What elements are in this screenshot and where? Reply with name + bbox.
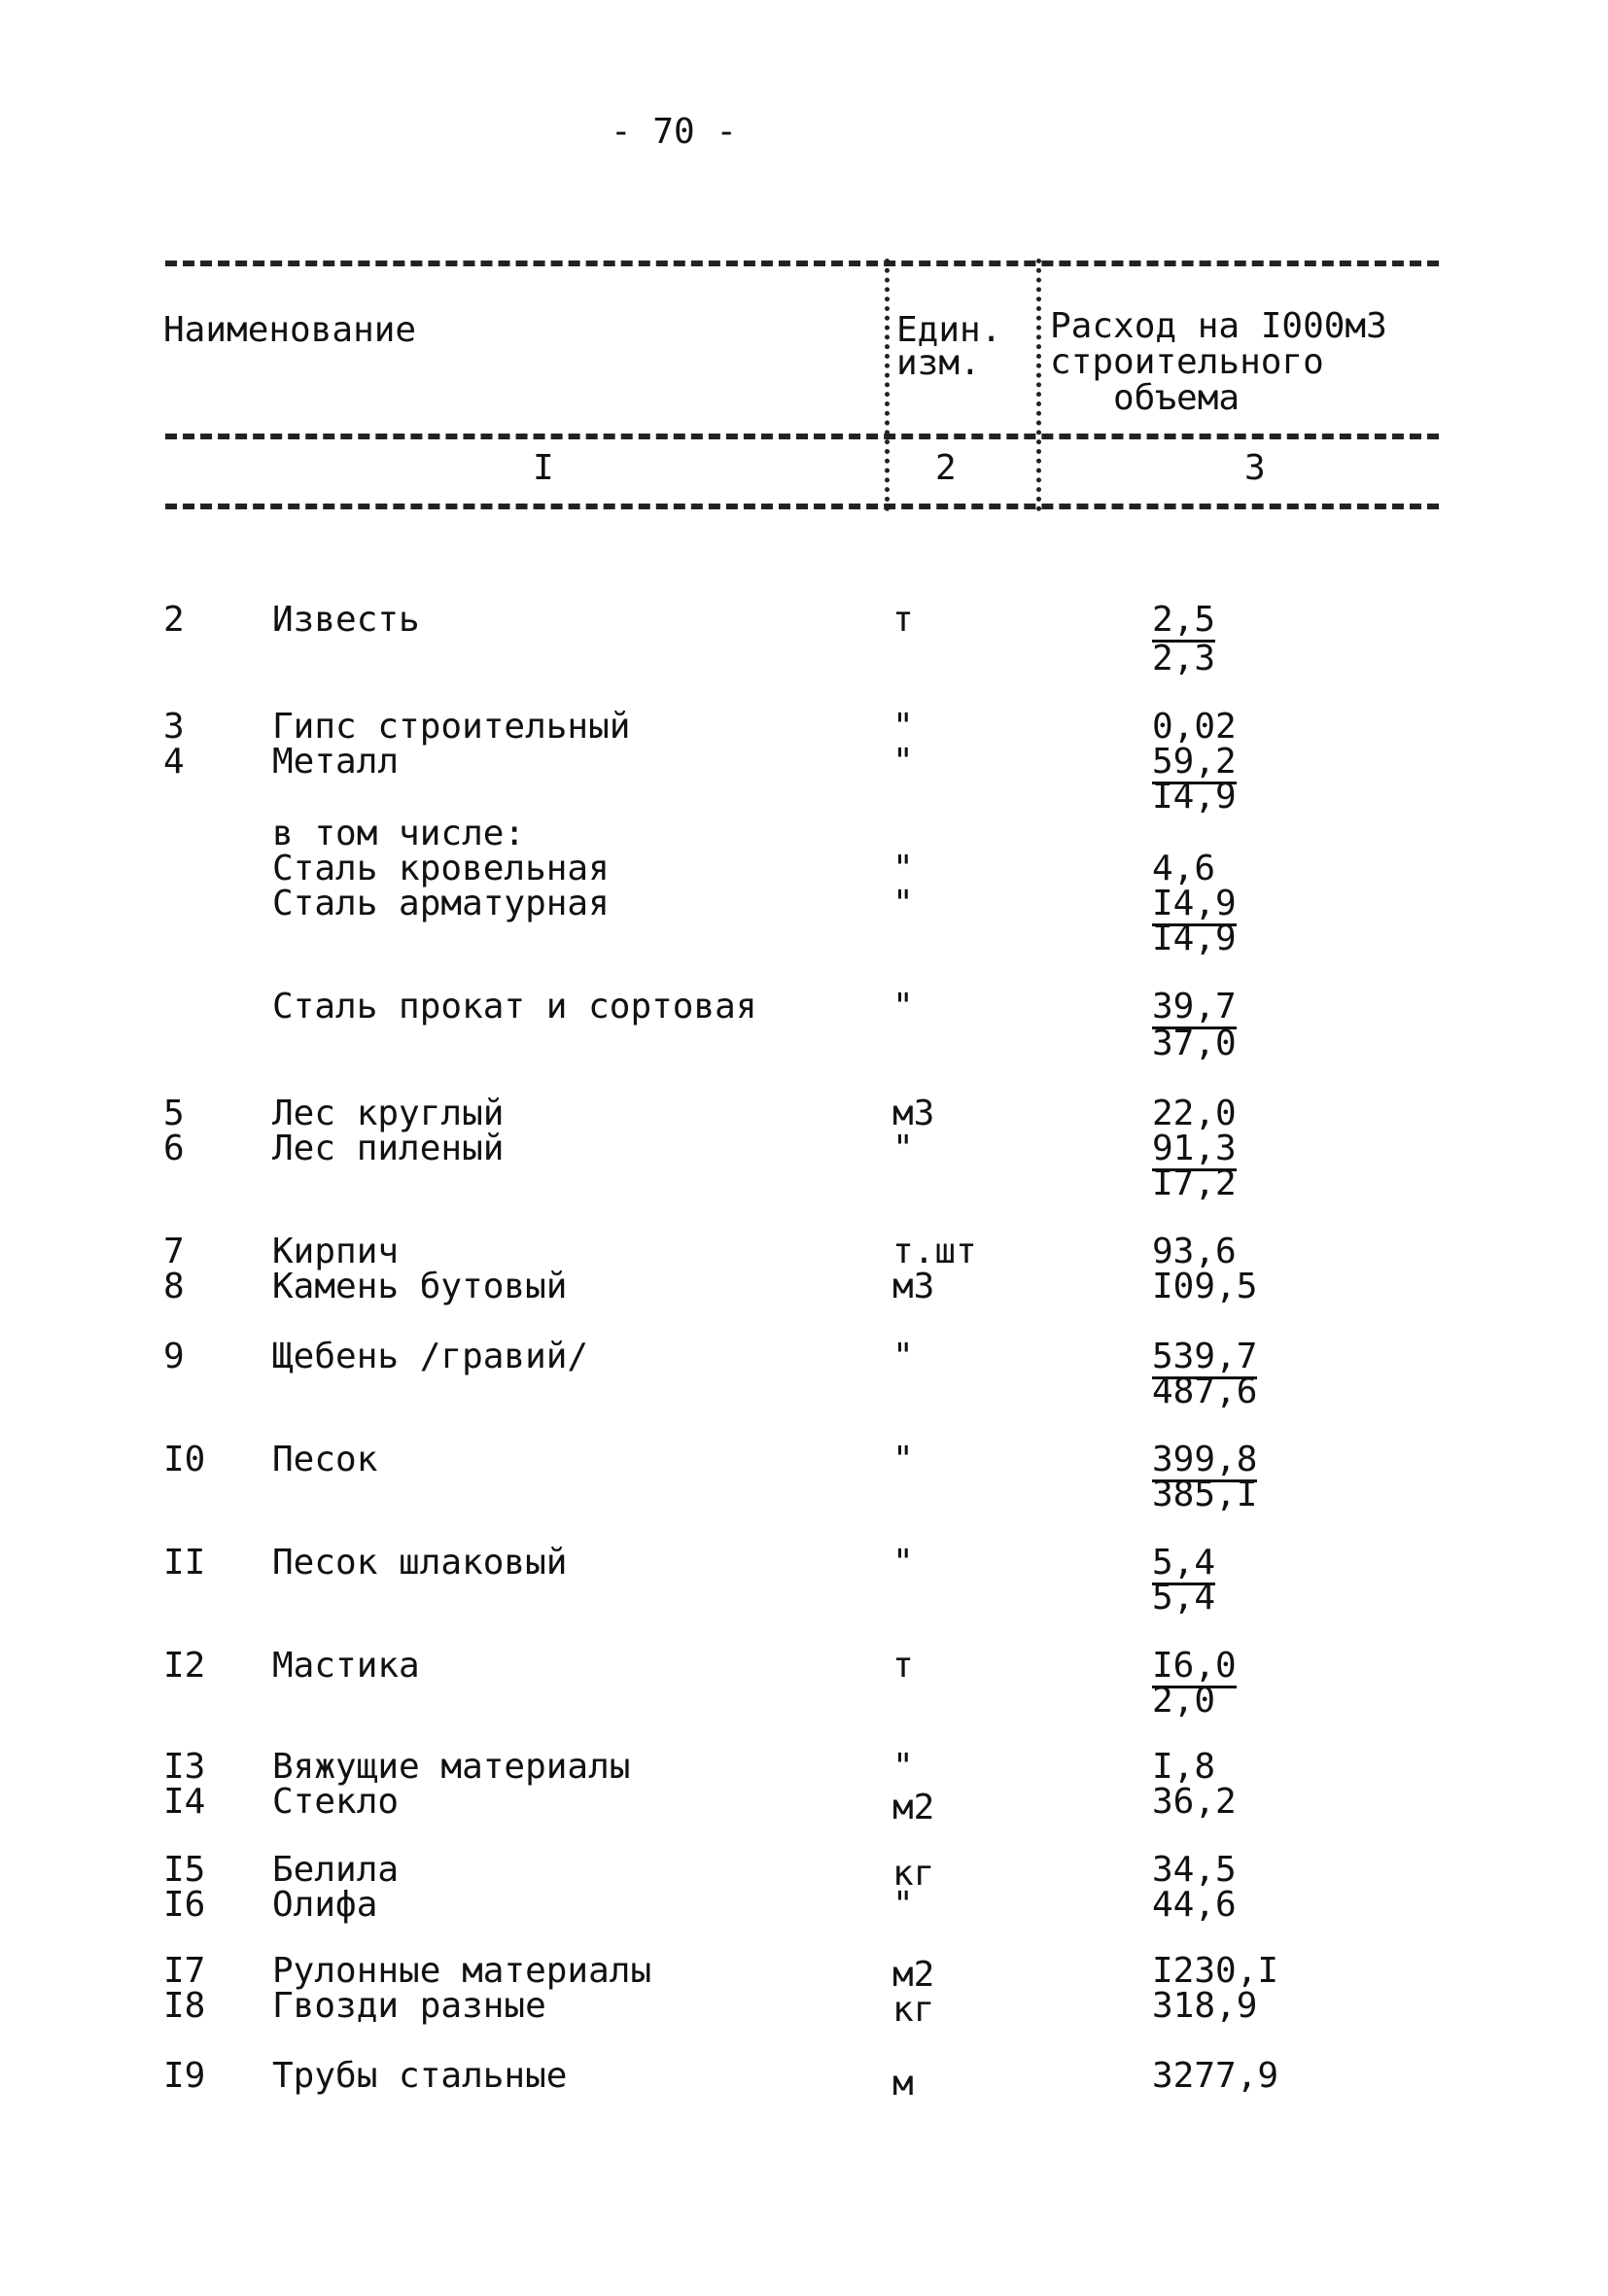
row-value-secondary: 2,0 bbox=[1152, 1681, 1216, 1721]
row-unit: м2 bbox=[892, 1788, 935, 1827]
row-unit: кг bbox=[892, 1990, 935, 2030]
row-value: 2,5 bbox=[1152, 603, 1215, 643]
row-unit: т.шт bbox=[892, 1232, 977, 1271]
row-number: I7 bbox=[163, 1951, 206, 1991]
row-value-secondary: 487,6 bbox=[1152, 1372, 1258, 1411]
row-unit: " bbox=[892, 742, 914, 782]
row-number: 9 bbox=[163, 1337, 185, 1376]
header-bottom-rule bbox=[165, 504, 1439, 509]
row-number: I5 bbox=[163, 1850, 206, 1890]
row-number: I8 bbox=[163, 1986, 206, 2026]
row-unit: т bbox=[892, 1646, 914, 1686]
row-value-secondary: 37,0 bbox=[1152, 1024, 1237, 1063]
row-value-secondary: I4,9 bbox=[1152, 919, 1237, 958]
row-unit: т bbox=[892, 600, 914, 640]
row-number: 8 bbox=[163, 1267, 185, 1306]
row-unit: " bbox=[892, 1747, 914, 1787]
row-unit: " bbox=[892, 1337, 914, 1376]
row-number: I4 bbox=[163, 1782, 206, 1822]
row-unit: м3 bbox=[892, 1094, 935, 1133]
row-number: I3 bbox=[163, 1747, 206, 1787]
row-unit: " bbox=[892, 884, 914, 923]
header-col-name: Наименование bbox=[163, 310, 417, 350]
row-name: Белила bbox=[272, 1850, 400, 1890]
row-value: 93,6 bbox=[1152, 1232, 1237, 1271]
row-number: 2 bbox=[163, 600, 185, 640]
row-value-secondary: 385,I bbox=[1152, 1475, 1258, 1514]
row-unit: м bbox=[892, 2064, 914, 2104]
header-col-value-line1: Расход на I000м3 bbox=[1050, 306, 1387, 346]
row-name: Сталь прокат и сортовая bbox=[272, 987, 757, 1026]
header-col-value-line2: строительного bbox=[1050, 342, 1324, 382]
row-name: Сталь арматурная bbox=[272, 884, 610, 923]
row-name: Вяжущие материалы bbox=[272, 1747, 631, 1787]
row-name: Сталь кровельная bbox=[272, 849, 610, 888]
row-name: Лес круглый bbox=[272, 1094, 505, 1133]
row-unit: кг bbox=[892, 1854, 935, 1894]
row-value: 3277,9 bbox=[1152, 2056, 1279, 2096]
row-unit: м3 bbox=[892, 1267, 935, 1306]
row-number: I0 bbox=[163, 1440, 206, 1479]
row-unit: " bbox=[892, 987, 914, 1026]
row-value: I6,0 bbox=[1152, 1649, 1237, 1688]
row-name: Мастика bbox=[272, 1646, 420, 1686]
row-number: 7 bbox=[163, 1232, 185, 1271]
row-name: Гвозди разные bbox=[272, 1986, 546, 2026]
header-mid-rule bbox=[165, 434, 1439, 439]
row-name: Известь bbox=[272, 600, 420, 640]
row-unit: " bbox=[892, 1885, 914, 1925]
row-name: Трубы стальные bbox=[272, 2056, 568, 2096]
row-unit: " bbox=[892, 1129, 914, 1168]
row-name: Камень бутовый bbox=[272, 1267, 568, 1306]
row-number: I6 bbox=[163, 1885, 206, 1925]
row-name: Рулонные материалы bbox=[272, 1951, 652, 1991]
row-name: Металл bbox=[272, 742, 400, 782]
row-name: Гипс строительный bbox=[272, 707, 631, 747]
row-value: 4,6 bbox=[1152, 849, 1216, 888]
row-value: 22,0 bbox=[1152, 1094, 1237, 1133]
row-name: Песок bbox=[272, 1440, 378, 1479]
row-value: 399,8 bbox=[1152, 1443, 1257, 1482]
row-value-secondary: 2,3 bbox=[1152, 639, 1216, 678]
row-number: I9 bbox=[163, 2056, 206, 2096]
row-value-secondary: I7,2 bbox=[1152, 1164, 1237, 1203]
row-name: Песок шлаковый bbox=[272, 1543, 568, 1583]
row-value-secondary: I4,9 bbox=[1152, 777, 1237, 817]
row-value: 39,7 bbox=[1152, 990, 1237, 1029]
row-value: 539,7 bbox=[1152, 1339, 1257, 1379]
row-unit: " bbox=[892, 707, 914, 747]
row-unit: " bbox=[892, 1440, 914, 1479]
header-index-3: 3 bbox=[1244, 448, 1266, 488]
row-number: II bbox=[163, 1543, 206, 1583]
row-value: 36,2 bbox=[1152, 1782, 1237, 1822]
row-name: Олифа bbox=[272, 1885, 378, 1925]
row-number: 3 bbox=[163, 707, 185, 747]
row-value: I4,9 bbox=[1152, 887, 1237, 926]
header-col-unit-line2: изм. bbox=[896, 343, 981, 383]
page-number: - 70 - bbox=[611, 112, 738, 152]
row-value: 44,6 bbox=[1152, 1885, 1237, 1925]
column-separator-1 bbox=[885, 259, 890, 511]
row-number: 6 bbox=[163, 1129, 185, 1168]
header-col-unit-line1: Един. bbox=[896, 310, 1002, 350]
row-number: 5 bbox=[163, 1094, 185, 1133]
row-value: 34,5 bbox=[1152, 1850, 1237, 1890]
row-unit: " bbox=[892, 849, 914, 888]
row-subheading: в том числе: bbox=[272, 814, 526, 853]
row-value: 318,9 bbox=[1152, 1986, 1258, 2026]
row-value: 59,2 bbox=[1152, 745, 1237, 784]
row-number: 4 bbox=[163, 742, 185, 782]
row-value: I230,I bbox=[1152, 1951, 1279, 1991]
row-number: I2 bbox=[163, 1646, 206, 1686]
header-top-rule bbox=[165, 261, 1439, 266]
column-separator-2 bbox=[1036, 259, 1041, 511]
header-index-1: I bbox=[533, 448, 554, 488]
row-value-secondary: 5,4 bbox=[1152, 1578, 1216, 1618]
row-unit: м2 bbox=[892, 1955, 935, 1995]
row-name: Щебень /гравий/ bbox=[272, 1337, 589, 1376]
row-value: 91,3 bbox=[1152, 1131, 1237, 1171]
row-value: I,8 bbox=[1152, 1747, 1216, 1787]
row-name: Стекло bbox=[272, 1782, 400, 1822]
row-name: Лес пиленый bbox=[272, 1129, 505, 1168]
row-value: I09,5 bbox=[1152, 1267, 1258, 1306]
header-index-2: 2 bbox=[935, 448, 957, 488]
row-unit: " bbox=[892, 1543, 914, 1583]
row-value: 5,4 bbox=[1152, 1546, 1215, 1585]
row-value: 0,02 bbox=[1152, 707, 1237, 747]
row-name: Кирпич bbox=[272, 1232, 400, 1271]
header-col-value-line3: объема bbox=[1113, 378, 1241, 418]
